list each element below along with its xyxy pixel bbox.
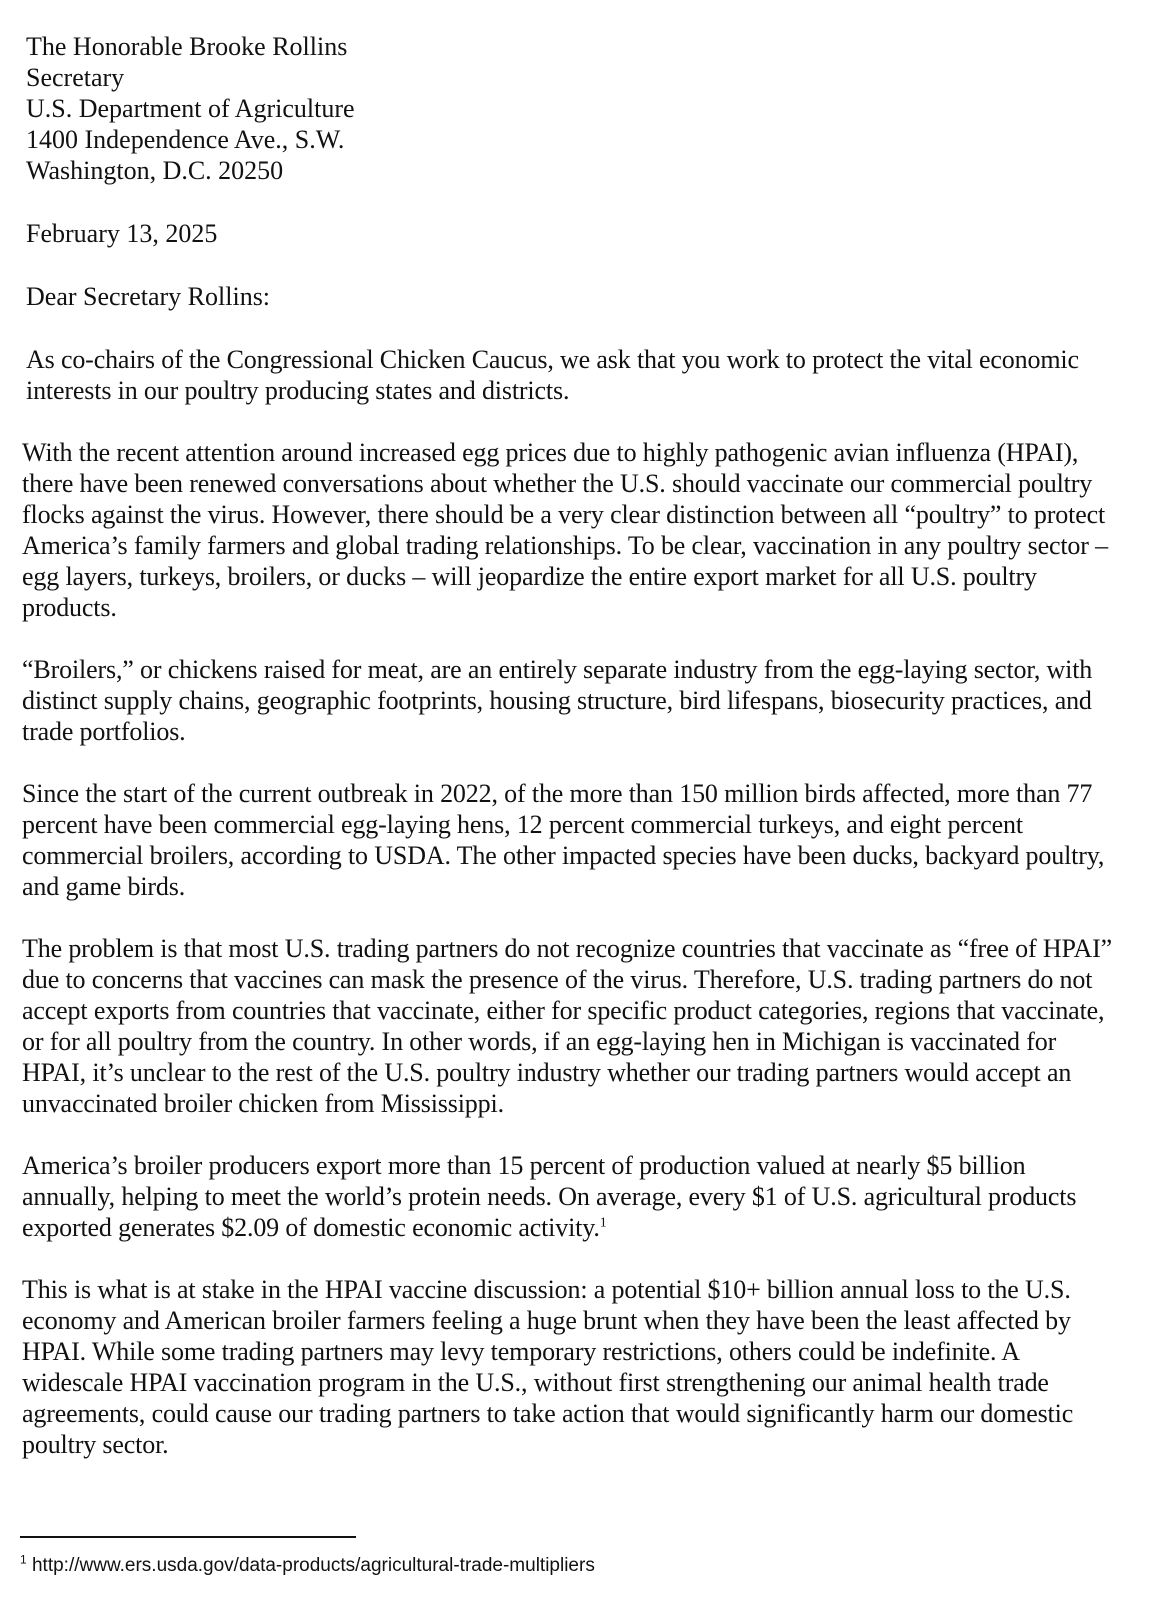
- footnote-url[interactable]: http://www.ers.usda.gov/data-products/agricultural-trade-multipliers: [31, 1555, 595, 1576]
- recipient-title: Secretary: [26, 63, 125, 92]
- paragraph-exports: [22, 1150, 1122, 1243]
- letter-date: February 13, 2025: [26, 219, 218, 248]
- paragraph-broilers: “Broilers,” or chickens raised for meat, are an entirely separate industry from the egg-laying sector, with distinct supply chains, geographic footprints, housing structure, bird lifespans, biosecurity practices, and trade portfolios.: [22, 655, 1093, 746]
- footnote: [20, 1554, 595, 1578]
- paragraph-intro: As co-chairs of the Congressional Chicken Caucus, we ask that you work to protect the vital economic interests in our poultry producing states and districts.: [26, 345, 1079, 405]
- recipient-street: 1400 Independence Ave., S.W.: [26, 125, 345, 154]
- letter-body: [22, 344, 1122, 1460]
- paragraph-trade-problem: The problem is that most U.S. trading partners do not recognize countries that vaccinate as “free of HPAI” due to concerns that vaccines can mask the presence of the virus. Therefore, U.S. trading partners do not accept exports from countries that vaccinate, either for specific product categories, regions that vaccinate, or for all poultry from the country. In other words, if an egg-laying hen in Michigan is vaccinated for HPAI, it’s unclear to the rest of the U.S. poultry industry whether our trading partners would accept an unvaccinated broiler chicken from Mississippi.: [22, 934, 1112, 1118]
- paragraph-outbreak-stats: Since the start of the current outbreak in 2022, of the more than 150 million birds affected, more than 77 percent have been commercial egg-laying hens, 12 percent commercial turkeys, and eight percent commercial broilers, according to USDA. The other impacted species have been ducks, backyard poultry, and game birds.: [22, 779, 1105, 901]
- recipient-address: [22, 31, 1122, 186]
- footnote-marker: 1: [20, 1552, 27, 1567]
- recipient-city: Washington, D.C. 20250: [26, 156, 284, 185]
- paragraph-at-stake: This is what is at stake in the HPAI vaccine discussion: a potential $10+ billion annual loss to the U.S. economy and American broiler farmers feeling a huge brunt when they have been the least affected by HPAI. While some trading partners may levy temporary restrictions, others could be indefinite. A widescale HPAI vaccination program in the U.S., without first strengthening our animal health trade agreements, could cause our trading partners to take action that would significantly harm our domestic poultry sector.: [22, 1275, 1074, 1459]
- salutation: Dear Secretary Rollins:: [26, 282, 271, 311]
- footnote-divider: [20, 1536, 356, 1538]
- paragraph-exports-text: America’s broiler producers export more than 15 percent of production valued at nearly $5 billion annually, helping to meet the world’s protein needs. On average, every $1 of U.S. agricultural products exported generates $2.09 of domestic economic activity.: [22, 1151, 1077, 1242]
- paragraph-vaccination: With the recent attention around increased egg prices due to highly pathogenic avian influenza (HPAI), there have been renewed conversations about whether the U.S. should vaccinate our commercial poultry flocks against the virus. However, there should be a very clear distinction between all “poultry” to protect America’s family farmers and global trading relationships. To be clear, vaccination in any poultry sector – egg layers, turkeys, broilers, or ducks – will jeopardize the entire export market for all U.S. poultry products.: [22, 438, 1108, 622]
- footnote-reference: 1: [599, 1215, 607, 1231]
- recipient-name: The Honorable Brooke Rollins: [26, 32, 348, 61]
- recipient-department: U.S. Department of Agriculture: [26, 94, 355, 123]
- letter-page: [22, 31, 1122, 1460]
